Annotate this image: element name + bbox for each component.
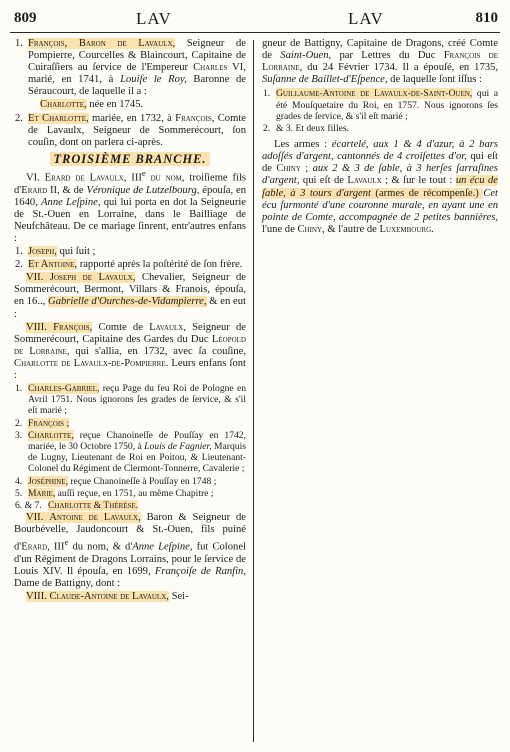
- paragraph-generation-7b: VII. Antoine de Lavaulx, Baron & Seigneur de Bourbévelle, Jaudoncourt & St.-Ouen, fils puiné d'Erard, IIIe du nom, & d'Anne Leſpine, fut Colonel d'un Régiment de Dragons Lorrains, pour le ſervice de Louis XIV. Il épouſa, en 1699, Françoiſe de Ranfin, Dame de Battigny, dont :: [14, 512, 247, 590]
- list-item: 3. Charlotte, reçue Chanoineſſe de Pouſſay en 1742, mariée, le 30 Octobre 1750, à Louis de Fagnier, Marquis de Lugny, Lieutenant de Roi en Poitou, & Lieutenant-Colonel du Régiment de Clermont-Tonnerre, Cavalerie ;: [15, 429, 246, 475]
- paragraph-generation-6: VI. Erard de Lavaulx, IIIe du nom, troiſieme fils d'Erard II, & de Véronique de Lutzelbourg, épouſa, en 1640, Anne Leſpine, qui lui porta en dot la Seigneurie de St.-Ouen en Lorraine, dans le Bailliage de Neufchâteau. De ce mariage ſinrent, entr'autres enfans :: [14, 167, 247, 244]
- header-rule: [10, 32, 500, 33]
- list-item: 2. & 3. Et deux filles.: [263, 122, 350, 134]
- list-item: 2. Et Charlotte, mariée, en 1732, à François, Comte de Lavaulx, Seigneur de Sommerécourt, ſon couſin, dont on parlera ci-après.: [15, 112, 246, 148]
- running-head-left: LAV: [136, 9, 172, 28]
- paragraph-generation-8: VIII. François, Comte de Lavaulx, Seigneur de Sommerécourt, Capitaine des Gardes du Duc Léopold de Lorraine, qui s'allia, en 1732, avec ſa couſine, Charlotte de Lavaulx-de-Pompierre. Leurs enfans ſont :: [14, 321, 247, 381]
- list-item: Charlotte, née en 1745.: [40, 99, 144, 111]
- right-column: [262, 38, 498, 237]
- list-item: 1. François, Baron de Lavaulx, Seigneur de Pompierre, Courcelles & Blaincourt, Capitaine de Cuiraſſiers au ſervice de l'Empereur Charles VI, marié, en 1741, à Louiſe le Roy, Baronne de Séraucourt, de laquelle il a :: [15, 38, 246, 98]
- section-title: TROISIÈME BRANCHE.: [14, 153, 246, 165]
- list-item: 4. Joséphine, reçue Chanoineſſe à Pouſſay en 1748 ;: [15, 475, 217, 487]
- list-item: 2. François ;: [15, 417, 70, 429]
- list-item: 2. Et Antoine, rapporté après la poſtérité de ſon frère.: [15, 259, 243, 271]
- left-column: [14, 38, 246, 604]
- list-item: 1. Guillaume-Antoine de Lavaulx-de-Saint-Ouen, qui a été Mouſquetaire du Roi, en 1757. Nous ignorons ſes grades de ſervice, & s'il eſt marié ;: [263, 88, 498, 122]
- paragraph-generation-8b: VIII. Claude-Antoine de Lavaulx, Sei-: [26, 591, 189, 603]
- page-header: [8, 10, 502, 34]
- coat-of-arms-paragraph: Les armes : écartelé, aux 1 & 4 d'azur, à 2 bars adoſſés d'argent, cantonnés de 4 croiſettes d'or, qui eſt de Chiny ; aux 2 & 3 de ſable, à 3 herſes ſarraſines d'argent, qui eſt de Lavaulx ; & ſur le tout : un écu de ſable, à 3 tours d'argent (armes de récompenſe.) Cet écu ſurmonté d'une couronne murale, en ayant une en pointe de Comte, accompagnée de 2 petites bannières, l'une de Chiny, & l'autre de Luxembourg.: [262, 139, 499, 235]
- running-head-right: LAV: [348, 9, 384, 28]
- page-number-right: 810: [475, 10, 498, 26]
- paragraph-continuation: gneur de Battigny, Capitaine de Dragons, créé Comte de Saint-Ouen, par Lettres du Duc François de Lorraine, du 24 Février 1734. Il a épouſé, en 1735, Suſanne de Baillet-d'Eſpence, de laquelle ſont iſſus :: [262, 38, 498, 86]
- column-divider: [253, 40, 254, 742]
- list-item: 6. & 7. Charlotte & Thérèse.: [15, 500, 139, 512]
- list-item: 5. Marie, auſſi reçue, en 1751, au même Chapitre ;: [15, 487, 214, 499]
- page-number-left: 809: [14, 10, 37, 26]
- list-item: 1. Charles-Gabriel, reçu Page du feu Roi de Pologne en Avril 1751. Nous ignorons ſes grades de ſervice, & s'il eſt marié ;: [15, 383, 246, 417]
- list-item: 1. Joseph, qui ſuit ;: [15, 246, 96, 258]
- paragraph-generation-7: VII. Joseph de Lavaulx, Chevalier, Seigneur de Sommerécourt, Bermont, Villars & Franois, épouſa, en 16.., Gabrielle d'Ourches-de-Vidampierre, & en eut :: [14, 272, 246, 320]
